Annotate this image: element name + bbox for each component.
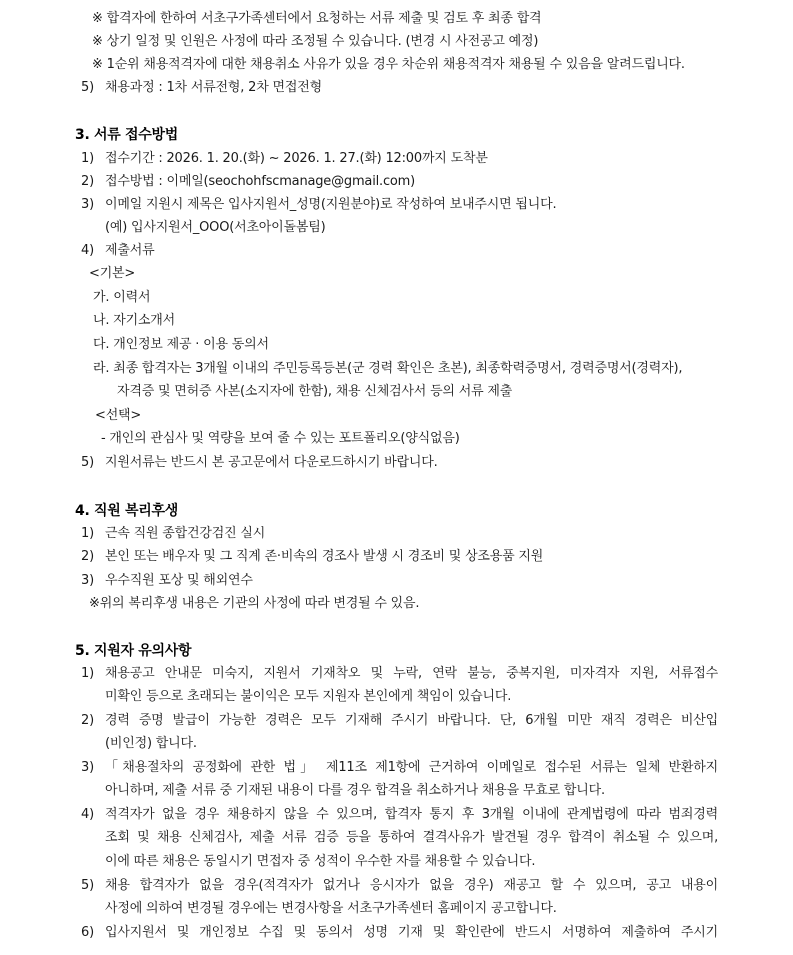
item-text: 제출서류 xyxy=(105,243,155,258)
notes-item-number: 2) xyxy=(81,713,94,728)
notes-item-text: 「채용절차의 공정화에 관한 법」 제11조 제1항에 근거하여 이메일로 접수된 서류는 일체 반환하지 xyxy=(105,760,718,775)
item-text: 접수기간 : 2026. 1. 20.(화) ~ 2026. 1. 27.(화) 12:00까지 도착분 xyxy=(105,151,488,166)
item-number: 4) xyxy=(81,243,94,258)
basic-document-final-pass-line2: 자격증 및 면허증 사본(소지자에 한함), 채용 신체검사서 등의 서류 제출 xyxy=(117,384,513,399)
basic-document-self-intro: 나. 자기소개서 xyxy=(93,313,176,328)
notes-item-text: 이에 따른 채용은 동일시기 면접자 중 성적이 우수한 자를 채용할 수 있습니다. xyxy=(105,854,536,869)
item-number: 1) xyxy=(81,151,94,166)
optional-documents-label: <선택> xyxy=(95,408,142,423)
section-heading-employee-benefits: 4. 직원 복리후생 xyxy=(75,503,178,519)
optional-document-portfolio: - 개인의 관심사 및 역량을 보여 줄 수 있는 포트폴리오(양식없음) xyxy=(101,431,460,446)
item-text: 접수방법 : 이메일(seochohfscmanage@gmail.com) xyxy=(105,174,415,189)
item-text: 본인 또는 배우자 및 그 직계 존·비속의 경조사 발생 시 경조비 및 상조용품 지원 xyxy=(105,549,544,564)
notes-item-number: 1) xyxy=(81,666,94,681)
item-text: 근속 직원 종합건강검진 실시 xyxy=(105,526,266,541)
notes-item-text: 사정에 의하여 변경될 경우에는 변경사항을 서초구가족센터 홈페이지 공고합니다. xyxy=(105,901,557,916)
basic-document-privacy-consent: 다. 개인정보 제공 · 이용 동의서 xyxy=(93,337,269,352)
notes-item-number: 4) xyxy=(81,807,94,822)
item-text: 이메일 지원시 제목은 입사지원서_성명(지원분야)로 작성하여 보내주시면 됩니다. xyxy=(105,197,557,212)
notes-item-text: 경력 증명 발급이 가능한 경력은 모두 기재해 주시기 바랍니다. 단, 6개월 미만 재직 경력은 비산입 xyxy=(105,713,718,728)
notes-item-number: 5) xyxy=(81,878,94,893)
notes-item-text: 아니하며, 제출 서류 중 기재된 내용이 다를 경우 합격을 취소하거나 채용을 무효로 합니다. xyxy=(105,783,605,798)
basic-document-resume: 가. 이력서 xyxy=(93,290,151,305)
notes-item-number: 6) xyxy=(81,925,94,940)
notes-item-text: 채용 합격자가 없을 경우(적격자가 없거나 응시자가 없을 경우) 재공고 할 수 있으며, 공고 내용이 xyxy=(105,878,718,893)
benefits-note: ※위의 복리후생 내용은 기관의 사정에 따라 변경될 수 있음. xyxy=(89,596,420,611)
notes-item-text: 적격자가 없을 경우 채용하지 않을 수 있으며, 합격자 통지 후 3개월 이내에 관계법령에 따라 범죄경력 xyxy=(105,807,718,822)
section-heading-application-method: 3. 서류 접수방법 xyxy=(75,127,178,143)
email-subject-item xyxy=(81,197,556,213)
application-method-item xyxy=(81,174,415,190)
notes-item-text: 미확인 등으로 초래되는 불이익은 모두 지원자 본인에게 책임이 있습니다. xyxy=(105,689,512,704)
application-period-item xyxy=(81,151,488,167)
notes-item-text: 채용공고 안내문 미숙지, 지원서 기재착오 및 누락, 연락 불능, 중복지원, 미자격자 지원, 서류접수 xyxy=(105,666,718,681)
note-final-pass: ※ 합격자에 한하여 서초구가족센터에서 요청하는 서류 제출 및 검토 후 최종 합격 xyxy=(92,11,542,26)
notes-item-number: 3) xyxy=(81,760,94,775)
item-text: 채용과정 : 1차 서류전형, 2차 면접전형 xyxy=(105,80,322,95)
section-heading-applicant-notes: 5. 지원자 유의사항 xyxy=(75,643,192,659)
benefit-item xyxy=(81,526,265,542)
notes-item-text: (비인정) 합니다. xyxy=(105,736,197,751)
hiring-process-item xyxy=(81,80,322,96)
notes-item-text: 조회 및 채용 신체검사, 제출 서류 검증 등을 통하여 결격사유가 발견될 경우 합격이 취소될 수 있으며, xyxy=(105,830,718,845)
item-number: 3) xyxy=(81,197,94,212)
download-forms-item xyxy=(81,455,438,471)
notes-item-text: 입사지원서 및 개인정보 수집 및 동의서 성명 기재 및 확인란에 반드시 서명하여 제출하여 주시기 xyxy=(105,925,718,940)
basic-documents-label: <기본> xyxy=(89,266,136,281)
item-text: 지원서류는 반드시 본 공고문에서 다운로드하시기 바랍니다. xyxy=(105,455,438,470)
item-number: 5) xyxy=(81,455,94,470)
benefit-item xyxy=(81,573,253,589)
required-documents-item xyxy=(81,243,154,259)
item-number: 1) xyxy=(81,526,94,541)
note-schedule-change: ※ 상기 일정 및 인원은 사정에 따라 조정될 수 있습니다. (변경 시 사전공고 예정) xyxy=(92,34,539,49)
item-number: 2) xyxy=(81,174,94,189)
item-number: 3) xyxy=(81,573,94,588)
benefit-item xyxy=(81,549,543,565)
item-text: 우수직원 포상 및 해외연수 xyxy=(105,573,253,588)
note-next-candidate: ※ 1순위 채용적격자에 대한 채용취소 사유가 있을 경우 차순위 채용적격자 채용될 수 있음을 알려드립니다. xyxy=(92,57,685,72)
item-number: 2) xyxy=(81,549,94,564)
item-number: 5) xyxy=(81,80,94,95)
basic-document-final-pass-line1: 라. 최종 합격자는 3개월 이내의 주민등록등본(군 경력 확인은 초본), 최종학력증명서, 경력증명서(경력자), xyxy=(93,361,683,376)
email-subject-example: (예) 입사지원서_OOO(서초아이돌봄팀) xyxy=(105,220,326,235)
